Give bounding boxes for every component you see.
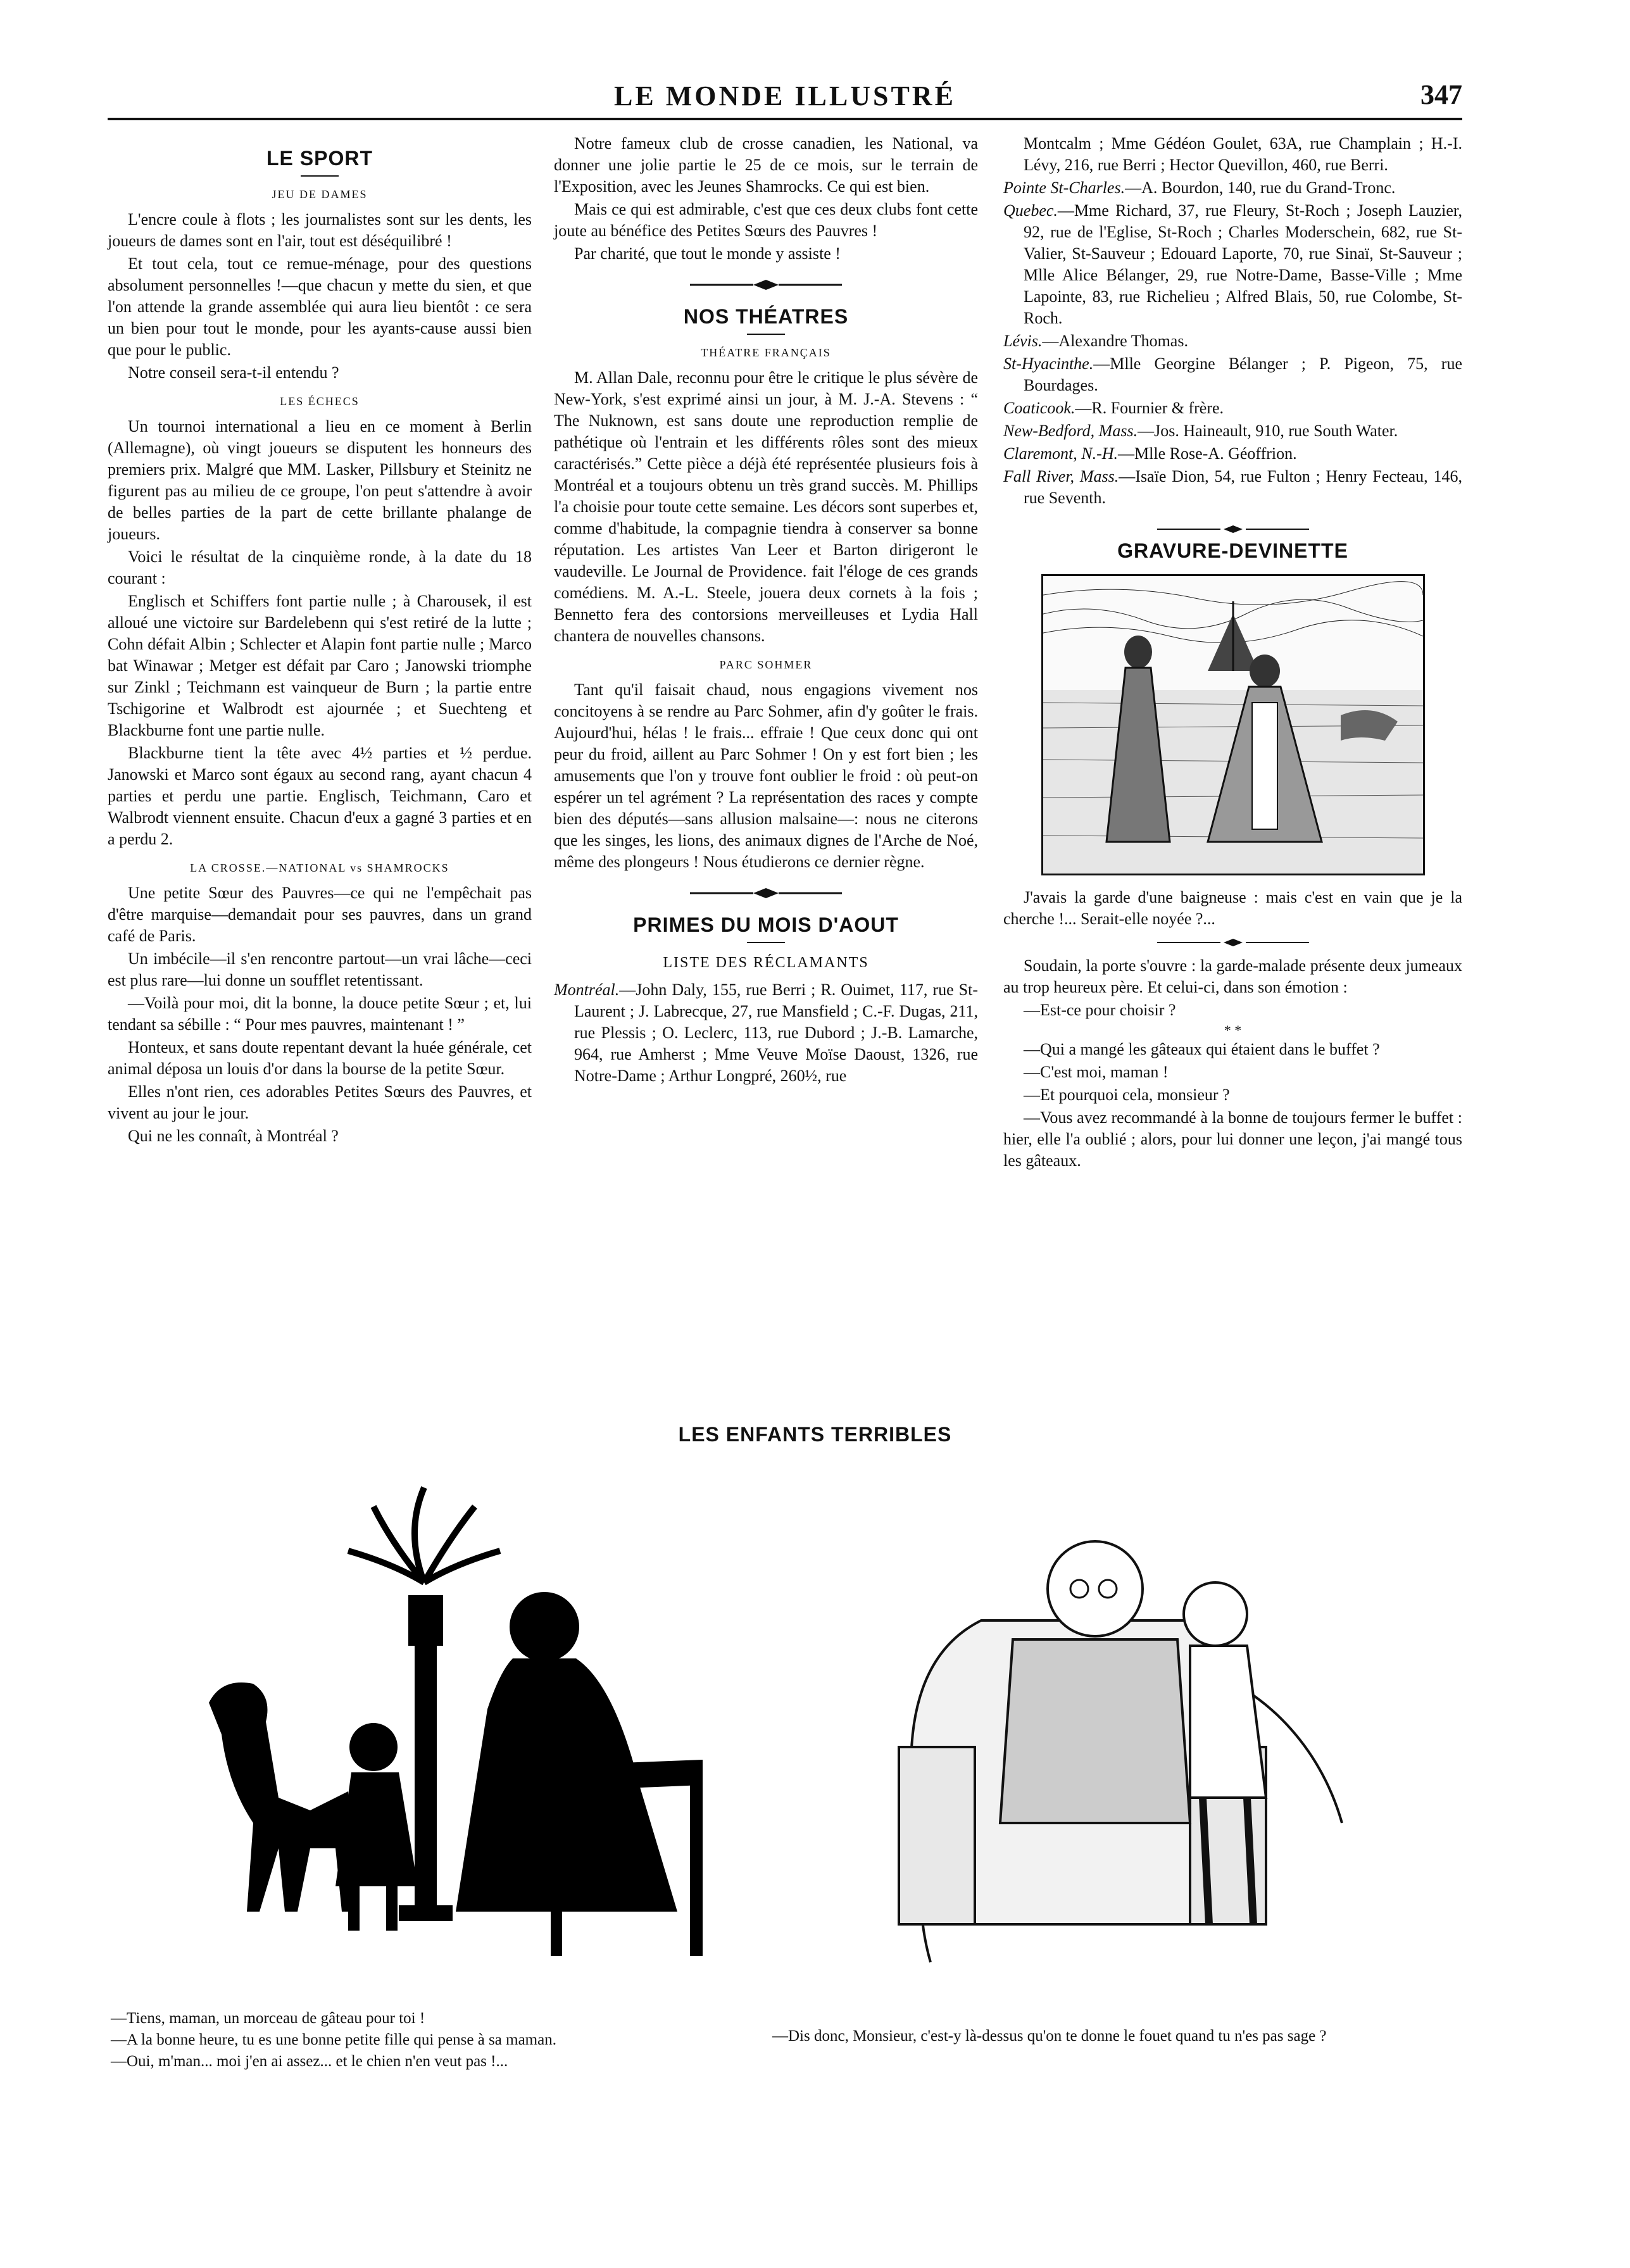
- caption-line: —Oui, m'man... moi j'en ai assez... et le chien n'en veut pas !...: [111, 2053, 508, 2070]
- column-3: [1003, 133, 1462, 1173]
- paragraph: Soudain, la porte s'ouvre : la garde-malade présente deux jumeaux au trop heureux père. Et celui-ci, dans son émotion :: [1003, 956, 1462, 996]
- column-1: [108, 133, 532, 1148]
- place-name: Claremont, N.-H.: [1003, 444, 1119, 463]
- page-number: 347: [1420, 79, 1462, 110]
- claimant-entry: [1003, 353, 1462, 396]
- primes-heading: PRIMES DU MOIS D'AOUT: [633, 913, 899, 936]
- claimant-list: —John Daly, 155, rue Berri ; R. Ouimet, 117, rue St-Laurent ; J. Labrecque, 27, rue Mansfield ; C.-F. Dugas, 211, rue Plessis ; O. Leclerc, 113, rue Dubord ; J.-B. Lamarche, 964, rue Amherst ; Mme Veuve Moïse Daoust, 1326, rue Notre-Dame ; Arthur Longpré, 260½, rue: [574, 981, 978, 1085]
- paragraph: L'encre coule à flots ; les journalistes sont sur les dents, les joueurs de dames sont en l'air, tout est déséquilibré !: [108, 210, 532, 250]
- paragraph: M. Allan Dale, reconnu pour être le critique le plus sévère de New-York, s'est exprimé ainsi un jour, à M. J.-A. Stevens : “ The Nuknown, est sans doute une reproduction remplie de pathétique où l'entrain et les différents rôles sont des mieux caractérisés.” Cette pièce a déjà été représentée plusieurs fois à Montréal et a toujours obtenu un très grand succès. M. Phillips l'a choisie pour toute cette semaine. Les décors sont superbes et, comme d'habitude, la compagnie tiendra à conserver sa bonne réputation. Les artistes Van Leer et Barton dirigeront le vaudeville. Le Journal de Providence. fait l'éloge de ces grands comédiens. M. A.-L. Steele, jouera deux cornets à la fois ; Bennetto fera des contorsions merveilleuses et Lydia Hall chantera de nouvelles chansons.: [554, 368, 978, 645]
- paragraph: Notre fameux club de crosse canadien, les National, va donner une jolie partie le 25 de ce mois, sur le terrain de l'Exposition, avec les Jeunes Shamrocks. Ce qui est bien.: [554, 134, 978, 196]
- left-caption: [111, 2008, 744, 2072]
- paragraph: Un imbécile—il s'en rencontre partout—un vrai lâche—ceci est plus rare—lui donne un soufflet retentissant.: [108, 949, 532, 989]
- claimant-entry: [1003, 398, 1462, 419]
- claimant-entry: [1003, 443, 1462, 465]
- paragraph: Mais ce qui est admirable, c'est que ces deux clubs font cette joute au bénéfice des Petites Sœurs des Pauvres !: [554, 200, 978, 240]
- place-name: Montréal.: [554, 981, 620, 999]
- newspaper-title: LE MONDE ILLUSTRÉ: [614, 80, 956, 111]
- claimant-list: —R. Fournier & frère.: [1075, 399, 1224, 417]
- right-caption: —Dis donc, Monsieur, c'est-y là-dessus qu'on te donne le fouet quand tu n'es pas sage ?: [772, 2027, 1327, 2045]
- gravure-illustration: [1041, 574, 1425, 875]
- masthead-rule: [108, 118, 1462, 120]
- theatres-heading: NOS THÉATRES: [683, 305, 849, 328]
- paragraph: Notre conseil sera-t-il entendu ?: [128, 363, 339, 382]
- claimant-list: —Jos. Haineault, 910, rue South Water.: [1138, 422, 1398, 440]
- paragraph: —Vous avez recommandé à la bonne de toujours fermer le buffet : hier, elle l'a oublié ; alors, pour lui donner une leçon, j'ai mangé tous les gâteaux.: [1003, 1108, 1462, 1170]
- gravure-caption: J'avais la garde d'une baigneuse : mais c'est en vain que je la cherche !... Serait-elle noyée ?...: [1003, 888, 1462, 928]
- divider: [301, 175, 339, 177]
- ornament-divider: [554, 279, 978, 291]
- masthead: [108, 76, 1462, 120]
- divider: [747, 334, 785, 335]
- place-name: Fall River, Mass.: [1003, 467, 1119, 486]
- paragraph: Blackburne tient la tête avec 4½ parties et ½ perdue. Janowski et Marco sont égaux au second rang, ayant chacun 4 parties et perdu une partie. Englisch, Teichmann, Caro et Walbrodt viennent ensuite. Chacun d'eux a gagné 3 parties et en a perdu 2.: [108, 744, 532, 848]
- parc-sohmer-subheading: PARC SOHMER: [719, 658, 813, 671]
- claimant-entry: [1003, 420, 1462, 442]
- ornament-divider: [554, 887, 978, 899]
- claimant-list: —Mme Richard, 37, rue Fleury, St-Roch ; Joseph Lauzier, 92, rue de l'Eglise, St-Roch ; Charles Moderschein, 682, rue St-Valier, St-Sauveur ; Edouard Laporte, 70, rue Sinaï, St-Sauveur ; Mlle Alice Bélanger, 29, rue Notre-Dame, Basse-Ville ; Mme Lapointe, 83, rue Richelieu ; Alfred Blais, 50, rue Colombe, St-Roch.: [1024, 201, 1462, 327]
- caption-line: —Tiens, maman, un morceau de gâteau pour toi !: [111, 2010, 425, 2027]
- paragraph: —Et pourquoi cela, monsieur ?: [1024, 1086, 1230, 1104]
- echecs-subheading: LES ÉCHECS: [280, 395, 360, 408]
- place-name: Lévis.: [1003, 332, 1043, 350]
- ornament-divider: [1003, 523, 1462, 536]
- claimant-list: —Isaïe Dion, 54, rue Fulton ; Henry Fecteau, 146, rue Seventh.: [1024, 467, 1462, 507]
- claimant-continuation: Montcalm ; Mme Gédéon Goulet, 63A, rue Champlain ; H.-I. Lévy, 216, rue Berri ; Hector Quevillon, 460, rue Berri.: [1024, 134, 1462, 174]
- dames-subheading: JEU DE DAMES: [272, 188, 368, 201]
- place-name: New-Bedford, Mass.: [1003, 422, 1138, 440]
- paragraph: —Est-ce pour choisir ?: [1024, 1001, 1176, 1019]
- paragraph: Honteux, et sans doute repentant devant la huée générale, cet animal déposa un louis d'or dans la bourse de la petite Sœur.: [108, 1038, 532, 1078]
- place-name: Coaticook.: [1003, 399, 1075, 417]
- paragraph: Un tournoi international a lieu en ce moment à Berlin (Allemagne), où vingt joueurs se disputent les honneurs des premiers prix. Malgré que MM. Lasker, Pillsbury et Steinitz ne figurent pas au milieu de ce groupe, l'on peut s'attendre à avoir de belles parties de la part de cette brillante phalange de joueurs.: [108, 417, 532, 543]
- theatre-francais-subheading: THÉATRE FRANÇAIS: [701, 346, 831, 359]
- silhouette-illustration: [184, 1469, 753, 2000]
- armchair-illustration: [836, 1469, 1393, 2000]
- divider: [747, 942, 785, 943]
- place-name: Quebec.: [1003, 201, 1058, 220]
- claimant-entry: [1003, 200, 1462, 329]
- sport-heading: LE SPORT: [266, 147, 373, 170]
- caption-line: —A la bonne heure, tu es une bonne petite fille qui pense à sa maman.: [111, 2031, 556, 2048]
- claimant-list: —Alexandre Thomas.: [1042, 332, 1188, 350]
- asterism: * *: [1224, 1022, 1242, 1038]
- paragraph: Englisch et Schiffers font partie nulle ; à Charousek, il est alloué une victoire sur Bardelebenn qui s'est retiré de la lutte ; Cohn défait Albin ; Schlecter et Alapin font partie nulle ; Marco bat Winawar ; Metger est défait par Caro ; Janowski triomphe sur Zinkl ; Teichmann est vainqueur de Burn ; la partie entre Tschigorine et Walbrodt est ajournée ; et Suechteng et Blackburne font une partie nulle.: [108, 592, 532, 739]
- enfants-terribles-heading: LES ENFANTS TERRIBLES: [678, 1423, 952, 1446]
- column-2: [554, 133, 978, 1088]
- claimant-entry: [1003, 177, 1462, 199]
- gravure-heading: GRAVURE-DEVINETTE: [1117, 539, 1348, 562]
- paragraph: Tant qu'il faisait chaud, nous engagions vivement nos concitoyens à se rendre au Parc Sohmer, afin d'y goûter le frais. Aujourd'hui, hélas ! le frais... effraie ! Que ceux donc qui ont peur du froid, aillent au Parc Sohmer ! On y est fort bien ; les amusements que l'on y trouve font oublier le froid : où peut-on espérer un tel agrément ? La représentation des races y compte bien des députés—sans allusion malsaine—: nous ne citerons que les singes, les lions, des animaux dignes de l'Arche de Noé, même des plongeurs ! Nous étudierons ce dernier règne.: [554, 680, 978, 871]
- claimant-entry: [554, 979, 978, 1087]
- crosse-subheading: LA CROSSE.—NATIONAL vs SHAMROCKS: [190, 861, 449, 874]
- claimant-list: —Mlle Georgine Bélanger ; P. Pigeon, 75, rue Bourdages.: [1024, 354, 1462, 394]
- paragraph: —Voilà pour moi, dit la bonne, la douce petite Sœur ; et, lui tendant sa sébille : “ Pour mes pauvres, maintenant ! ”: [108, 994, 532, 1034]
- ornament-divider: [1003, 936, 1462, 949]
- paragraph: Et tout cela, tout ce remue-ménage, pour des questions absolument personnelles !—que chacun y mette du sien, et que l'on attende la grande assemblée qui aura lieu bientôt : ce sera un bien pour tout le monde, pour les ayants-cause aussi bien que pour le public.: [108, 254, 532, 359]
- paragraph: Une petite Sœur des Pauvres—ce qui ne l'empêchait pas d'être marquise—demandait pour ses pauvres, dans un grand café de Paris.: [108, 884, 532, 945]
- claimant-list: —Mlle Rose-A. Géoffrion.: [1118, 444, 1297, 463]
- paragraph: Par charité, que tout le monde y assiste !: [574, 244, 841, 263]
- paragraph: Elles n'ont rien, ces adorables Petites Sœurs des Pauvres, et vivent au jour le jour.: [108, 1082, 532, 1122]
- paragraph: —C'est moi, maman !: [1024, 1063, 1169, 1081]
- claimant-entry: [1003, 466, 1462, 509]
- liste-subheading: LISTE DES RÉCLAMANTS: [663, 955, 869, 971]
- place-name: Pointe St-Charles.: [1003, 179, 1125, 197]
- place-name: St-Hyacinthe.: [1003, 354, 1094, 373]
- paragraph: Qui ne les connaît, à Montréal ?: [128, 1127, 339, 1145]
- paragraph: Voici le résultat de la cinquième ronde, à la date du 18 courant :: [108, 548, 532, 587]
- claimant-list: —A. Bourdon, 140, rue du Grand-Tronc.: [1125, 179, 1396, 197]
- paragraph: —Qui a mangé les gâteaux qui étaient dans le buffet ?: [1024, 1040, 1380, 1058]
- claimant-entry: [1003, 330, 1462, 352]
